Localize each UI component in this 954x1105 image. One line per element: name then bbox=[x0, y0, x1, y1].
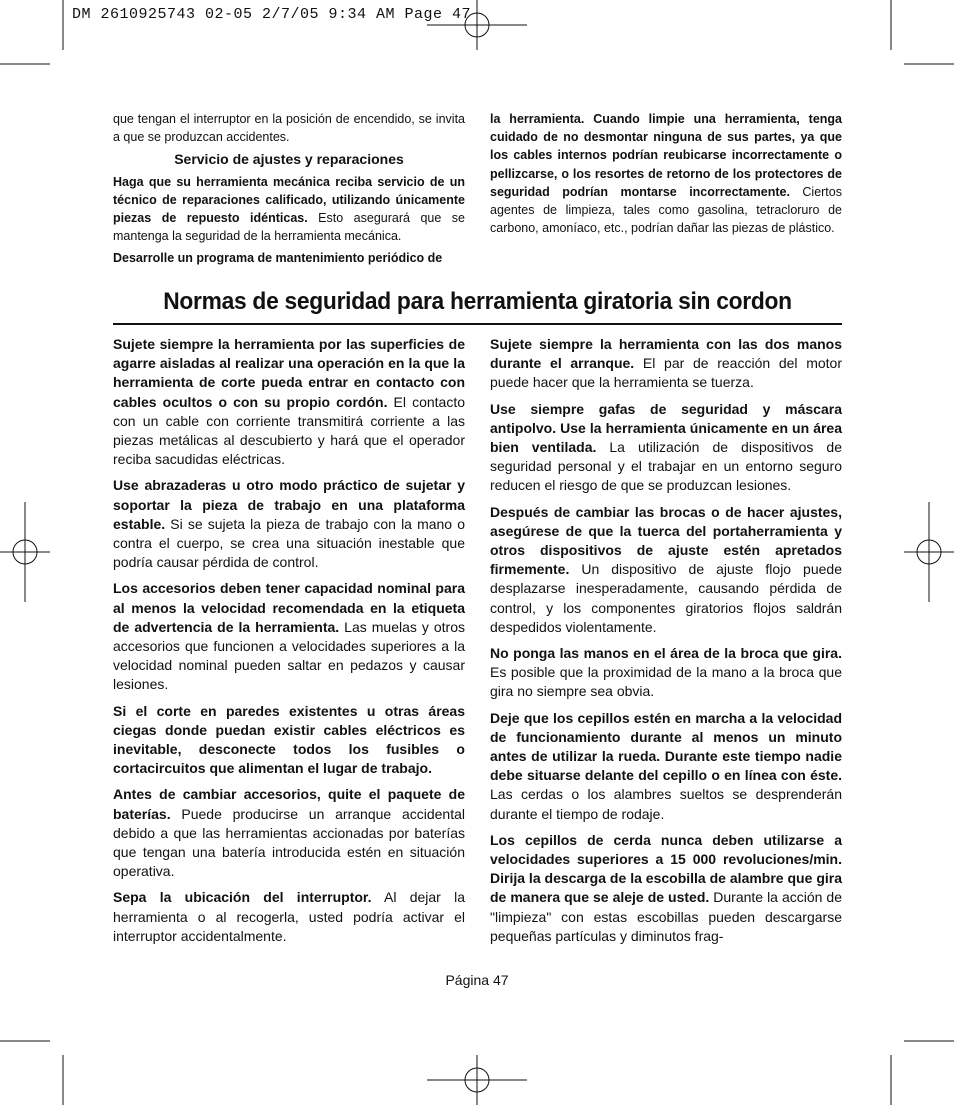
top-left-column bbox=[113, 110, 465, 272]
rule-text: Si se sujeta la pieza de trabajo con la mano o contra el cuerpo, se crea una situación inestable que podría causar pérdida de control. bbox=[113, 515, 465, 571]
rule-text: El contacto con un cable con corriente transmitirá corriente a las piezas metálicas al descubierto y hará que el operador reciba sacudidas eléctricas. bbox=[113, 393, 466, 468]
rule-text: Al dejar la herramienta o al recogerla, usted podría activar el interruptor accidentalmente. bbox=[113, 889, 466, 944]
paragraph bbox=[490, 110, 842, 237]
rule-paragraph bbox=[490, 335, 842, 393]
paragraph-text: Esto asegurará que se mantenga la seguridad de la herramienta mecánica. bbox=[113, 211, 465, 244]
rule-paragraph bbox=[490, 400, 842, 496]
rule-paragraph bbox=[490, 503, 842, 637]
rule-bold: Use siempre gafas de seguridad y máscara antipolvo. Use la herramienta únicamente en un área bien ventilada. bbox=[490, 400, 842, 456]
rule-text: Durante la acción de "limpieza" con estas escobillas pueden descargarse pequeñas partículas y diminutos frag- bbox=[490, 889, 842, 944]
paragraph bbox=[113, 249, 465, 267]
rule-paragraph bbox=[113, 335, 465, 469]
rule-text: El par de reacción del motor puede hacer que la herramienta se tuerza. bbox=[490, 355, 842, 391]
rule-paragraph bbox=[490, 831, 842, 946]
rule-bold: Sujete siempre la herramienta por las superficies de agarre aisladas al realizar una operación en la que la herramienta de corte pueda entrar en contacto con cables ocultos o con su propio cordón. bbox=[113, 336, 465, 410]
rule-bold: Los accesorios deben tener capacidad nominal para al menos la velocidad recomendada en la etiqueta de advertencia de la herramienta. bbox=[113, 580, 465, 635]
rule-text: La utilización de dispositivos de seguridad personal y el trabajar en un entorno seguro reducen el riesgo de que se produzcan lesiones. bbox=[490, 439, 842, 494]
rule-paragraph bbox=[113, 785, 465, 881]
rule-bold: Si el corte en paredes existentes u otras áreas ciegas donde puedan existir cables eléctricos es inevitable, desconecte todos los fusibles o cortacircuitos que alimentan el lugar de trabajo. bbox=[113, 702, 465, 777]
subsection-heading: Servicio de ajustes y reparaciones bbox=[174, 151, 404, 168]
section-title: Normas de seguridad para herramienta giratoria sin cordon bbox=[163, 288, 792, 315]
rule-bold: Los cepillos de cerda nunca deben utilizarse a velocidades superiores a 15 000 revoluciones/min. Dirija la descarga de la escobilla de alambre que gira de manera que se aleje de usted. bbox=[490, 831, 842, 906]
rule-paragraph bbox=[113, 579, 465, 694]
rule-bold: Sepa la ubicación del interruptor. bbox=[113, 889, 372, 906]
rule-bold: Sujete siempre la herramienta con las dos manos durante el arranque. bbox=[490, 336, 842, 372]
rule-bold: No ponga las manos en el área de la broca que gira. bbox=[490, 645, 842, 662]
rule-text: Es posible que la proximidad de la mano a la broca que gira no siempre sea obvia. bbox=[490, 664, 842, 700]
rule-bold: Use abrazaderas u otro modo práctico de sujetar y soportar la pieza de trabajo en una plataforma estable. bbox=[113, 477, 465, 532]
right-column bbox=[490, 335, 842, 953]
rule-paragraph bbox=[490, 644, 842, 702]
rule-bold: Antes de cambiar accesorios, quite el paquete de baterías. bbox=[113, 786, 465, 822]
paragraph-bold: la herramienta. Cuando limpie una herramienta, tenga cuidado de no desmontar ninguna de sus partes, ya que los cables internos podrían reubicarse incorrectamente o pellizcarse, o los resortes de retorno de los protectores de seguridad podrían montarse incorrectamente. bbox=[490, 112, 842, 199]
rule-bold: Después de cambiar las brocas o de hacer ajustes, asegúrese de que la tuerca del portaherramienta y otros dispositivos de ajuste estén apretados firmemente. bbox=[490, 503, 842, 578]
paragraph bbox=[113, 173, 465, 246]
rule-paragraph bbox=[113, 476, 465, 572]
title-rule bbox=[113, 323, 842, 325]
rule-text: Puede producirse un arranque accidental debido a que las herramientas accionadas por baterías que tengan una batería introducida estén en situación operativa. bbox=[113, 805, 465, 880]
rule-paragraph bbox=[113, 888, 465, 946]
rule-text: Un dispositivo de ajuste flojo puede desplazarse inesperadamente, causando pérdida de control, y los componentes giratorios flojos saldrán despedidos violentamente. bbox=[490, 561, 842, 635]
page-number: Página 47 bbox=[445, 972, 509, 988]
paragraph-bold: Haga que su herramienta mecánica reciba servicio de un técnico de reparaciones calificado, utilizando únicamente piezas de repuesto idénticas. bbox=[113, 174, 465, 226]
left-column bbox=[113, 335, 465, 953]
rule-paragraph bbox=[113, 702, 465, 779]
rule-text: Las muelas y otros accesorios que funcionen a velocidades superiores a la velocidad nominal pueden saltar en pedazos y causar lesiones. bbox=[113, 618, 465, 693]
paragraph-text: Ciertos agentes de limpieza, tales como gasolina, tetracloruro de carbono, amoníaco, etc., podrían dañar las piezas de plástico. bbox=[490, 184, 842, 236]
rule-text: Las cerdas o los alambres sueltos se desprenderán durante el tiempo de rodaje. bbox=[490, 786, 842, 822]
paragraph-bold: Desarrolle un programa de mantenimiento periódico de bbox=[113, 251, 443, 266]
continued-paragraph: que tengan el interruptor en la posición de encendido, se invita a que se produzcan accidentes. bbox=[113, 112, 465, 145]
top-right-column bbox=[490, 110, 842, 241]
rule-paragraph bbox=[490, 709, 842, 824]
print-slug: DM 2610925743 02-05 2/7/05 9:34 AM Page 47 bbox=[72, 6, 472, 23]
rule-bold: Deje que los cepillos estén en marcha a la velocidad de funcionamiento durante al menos un minuto antes de utilizar la rueda. Durante este tiempo nadie debe situarse delante del cepillo o en línea con éste. bbox=[490, 709, 842, 784]
